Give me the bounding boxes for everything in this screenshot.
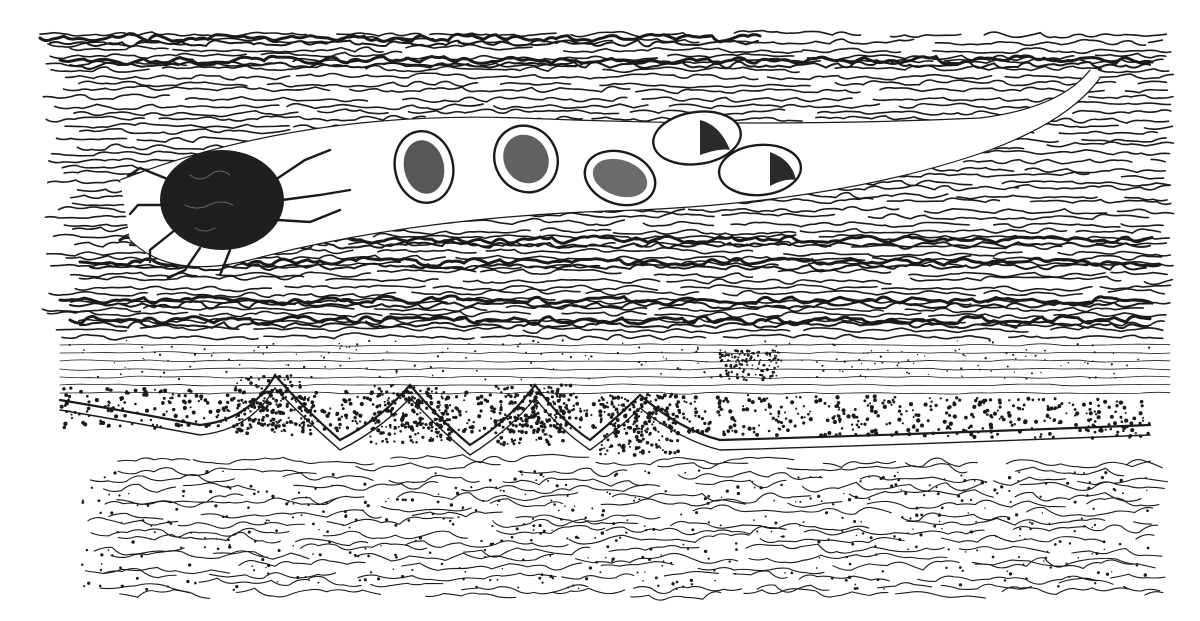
mite-body (160, 150, 284, 250)
